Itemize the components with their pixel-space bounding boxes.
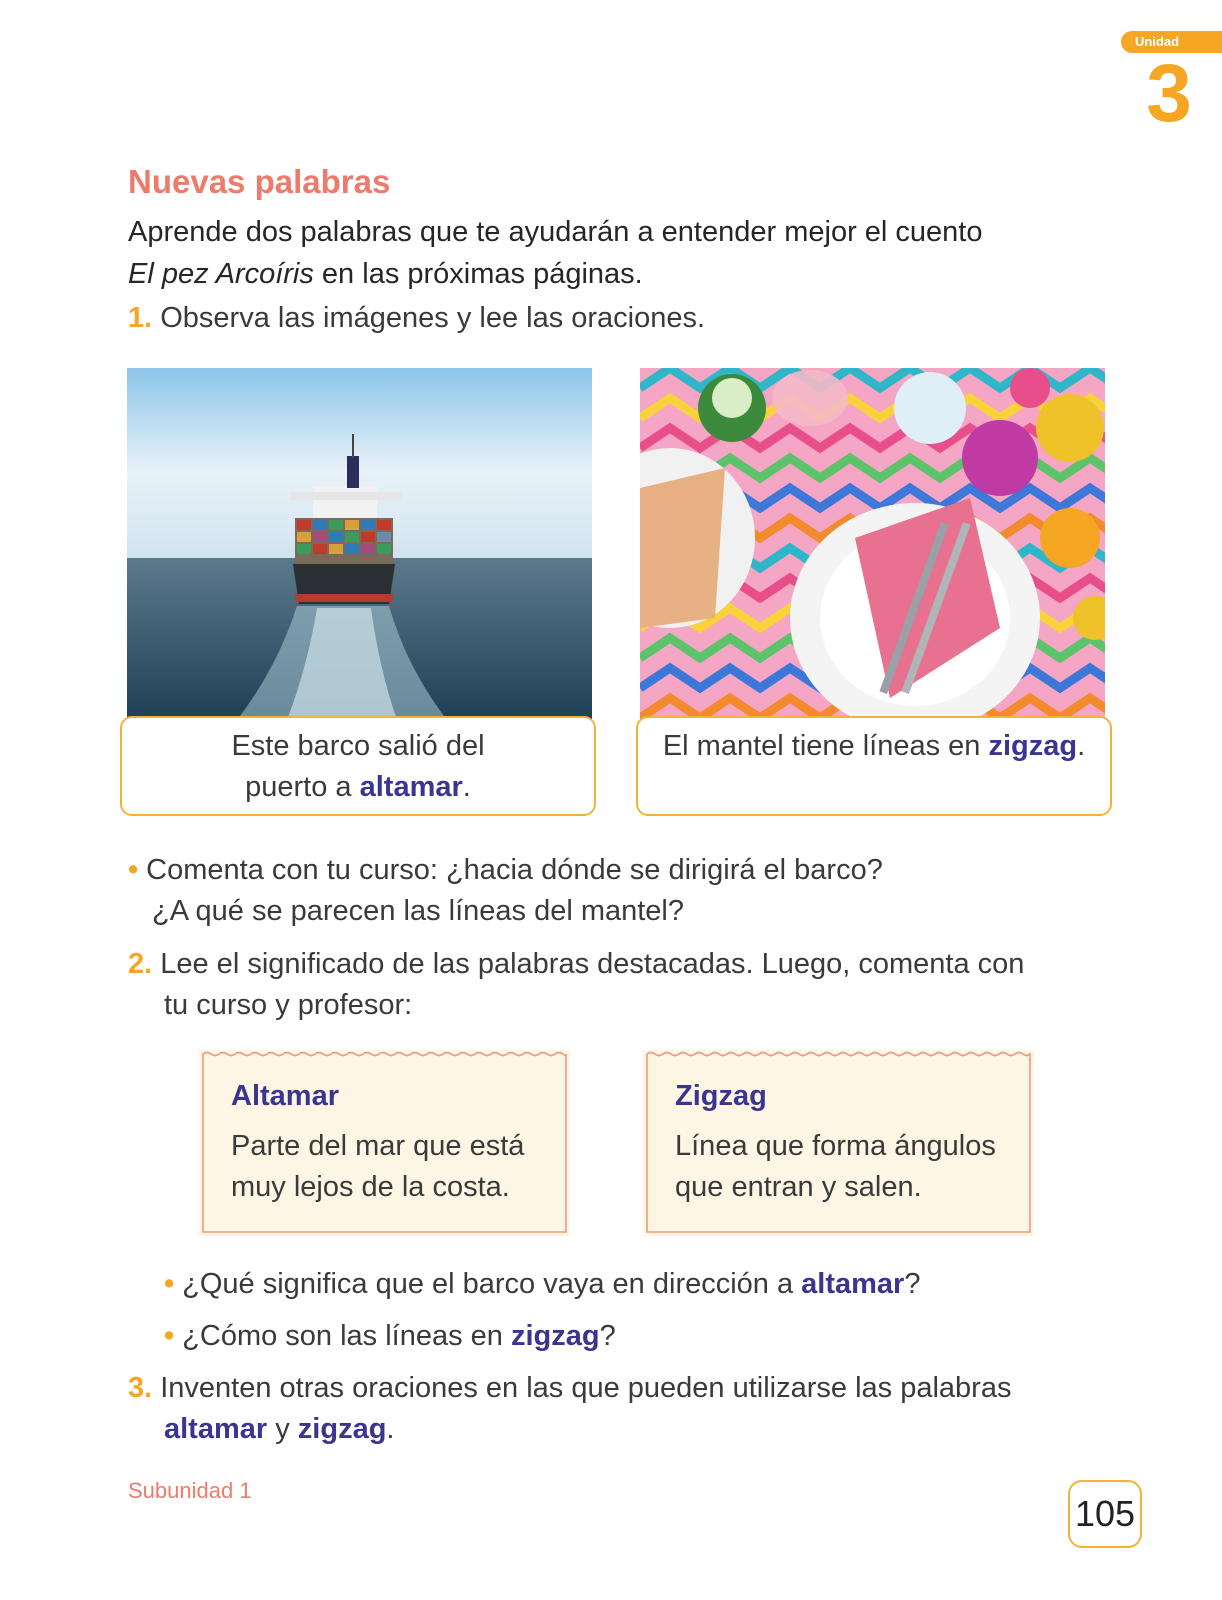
instruction-3-line-2 xyxy=(128,1409,1011,1450)
instruction-3 xyxy=(128,1368,1011,1450)
definition-zigzag-line-1: Línea que forma ángulos xyxy=(675,1130,996,1162)
tablecloth-caption xyxy=(636,716,1112,816)
question-zigzag-text: ¿Cómo son las líneas en xyxy=(182,1320,511,1352)
discussion-line-1 xyxy=(128,850,883,891)
item-number-1: 1. xyxy=(128,302,153,334)
tablecloth-caption-end: . xyxy=(1077,730,1086,762)
instruction-1-text: Observa las imágenes y lee las oraciones. xyxy=(152,302,706,334)
intro-line-1: Aprende dos palabras que te ayudarán a entender mejor el cuento xyxy=(128,216,983,248)
instruction-3-line-1-text: Inventen otras oraciones en las que pueden utilizarse las palabras xyxy=(152,1372,1012,1404)
intro-paragraph xyxy=(128,211,1068,295)
instruction-1 xyxy=(128,298,705,339)
definition-card-altamar xyxy=(199,1050,570,1236)
discussion-bullet xyxy=(128,850,883,932)
instruction-2-line-2: tu curso y profesor: xyxy=(164,989,413,1021)
highlight-zigzag: zigzag xyxy=(988,730,1078,762)
bullet-dot: • xyxy=(164,1320,175,1352)
highlight-altamar: altamar xyxy=(164,1413,268,1445)
definition-text-zigzag xyxy=(675,1126,1034,1208)
definition-title-zigzag: Zigzag xyxy=(675,1080,767,1112)
ship-caption-end: . xyxy=(462,771,471,803)
ship-caption xyxy=(120,716,596,816)
question-zigzag xyxy=(164,1316,616,1357)
ship-illustration xyxy=(127,368,592,720)
bullet-dot: • xyxy=(164,1268,175,1300)
tablecloth-photo xyxy=(640,368,1105,720)
item-number-2: 2. xyxy=(128,948,153,980)
definition-altamar-line-2: muy lejos de la costa. xyxy=(231,1171,510,1203)
intro-line-2 xyxy=(128,253,1068,295)
intro-line-2-rest: en las próximas páginas. xyxy=(313,258,643,290)
instruction-2-line-1-text: Lee el significado de las palabras destacadas. Luego, comenta con xyxy=(152,948,1025,980)
section-title: Nuevas palabras xyxy=(128,163,391,200)
unit-label: Unidad xyxy=(1121,31,1222,53)
subunit-label: Subunidad 1 xyxy=(128,1478,252,1503)
item-number-3: 3. xyxy=(128,1372,153,1404)
ship-caption-line-2 xyxy=(122,767,594,808)
definition-card-zigzag xyxy=(643,1050,1034,1236)
tablecloth-caption-pre: El mantel tiene líneas en xyxy=(662,730,989,762)
highlight-zigzag: zigzag xyxy=(510,1320,600,1352)
bullet-dot: • xyxy=(128,854,139,886)
highlight-zigzag: zigzag xyxy=(297,1413,387,1445)
ship-caption-line-1: Este barco salió del xyxy=(231,730,485,762)
instruction-2-line-1 xyxy=(128,944,1024,985)
question-altamar-text: ¿Qué significa que el barco vaya en dirección a xyxy=(182,1268,802,1300)
definition-text-altamar xyxy=(231,1126,570,1208)
definition-title-altamar: Altamar xyxy=(231,1080,339,1112)
tablecloth-illustration xyxy=(640,368,1105,720)
question-altamar-end: ? xyxy=(904,1268,921,1300)
definition-zigzag-line-2: que entran y salen. xyxy=(675,1171,922,1203)
instruction-3-end: . xyxy=(386,1413,395,1445)
book-title: El pez Arcoíris xyxy=(128,258,314,290)
instruction-2 xyxy=(128,944,1024,1026)
unit-number: 3 xyxy=(1146,48,1192,139)
highlight-altamar: altamar xyxy=(801,1268,905,1300)
discussion-line-2: ¿A qué se parecen las líneas del mantel? xyxy=(152,895,684,927)
page-number: 105 xyxy=(1068,1480,1142,1548)
definition-altamar-line-1: Parte del mar que está xyxy=(231,1130,525,1162)
question-zigzag-end: ? xyxy=(599,1320,616,1352)
tablecloth-caption-line xyxy=(638,726,1110,767)
instruction-3-mid: y xyxy=(267,1413,298,1445)
instruction-3-line-1 xyxy=(128,1368,1011,1409)
ship-photo xyxy=(127,368,592,720)
question-altamar xyxy=(164,1264,920,1305)
discussion-line-1-text: Comenta con tu curso: ¿hacia dónde se dirigirá el barco? xyxy=(146,854,883,886)
highlight-altamar: altamar xyxy=(359,771,463,803)
ship-caption-pre: puerto a xyxy=(245,771,360,803)
